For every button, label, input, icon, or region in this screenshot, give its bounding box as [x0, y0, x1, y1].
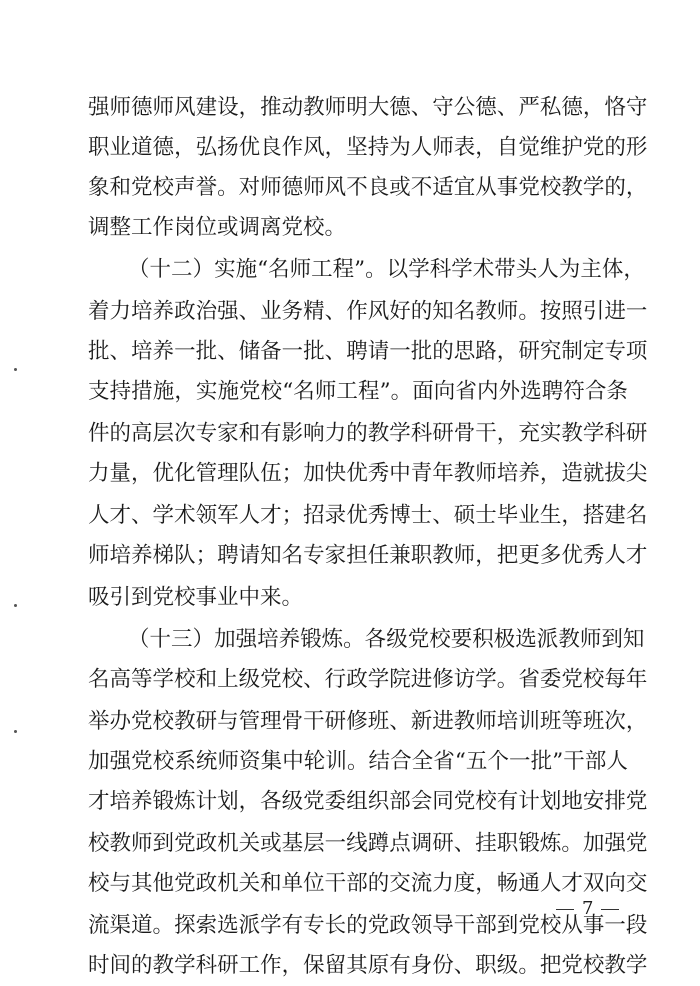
text-line: 流 渠 道 。 探 索 选 派 学 有 专 长 的 党 政 领 导 干 部 到 党 校 从 事 一 段	[88, 913, 648, 938]
text-line: 时 间 的 教 学 科 研 工 作 ， 保 留 其 原 有 身 份 、 职 级 。 把 党 校 教 学	[88, 953, 648, 978]
text-line: 校 与 其 他 党 政 机 关 和 单 位 干 部 的 交 流 力 度 ， 畅 通 人 才 双 向 交	[88, 871, 648, 896]
margin-mark	[14, 368, 17, 371]
footer-dash-right	[601, 909, 619, 910]
text-line: 师 培 养 梯 队 ； 聘 请 知 名 专 家 担 任 兼 职 教 师 ， 把 更 多 优 秀 人 才	[88, 543, 648, 568]
text-line: 职 业 道 德 ， 弘 扬 优 良 作 风 ， 坚 持 为 人 师 表 ， 自 觉 维 护 党 的 形	[88, 135, 648, 160]
footer-dash-left	[556, 909, 574, 910]
text-line: 名 高 等 学 校 和 上 级 党 校 、 行 政 学 院 进 修 访 学 。 省 委 党 校 每 年	[88, 667, 648, 692]
margin-mark	[14, 604, 17, 607]
text-line: 才 培 养 锻 炼 计 划 ， 各 级 党 委 组 织 部 会 同 党 校 有 计 划 地 安 排 党	[88, 789, 648, 814]
section-heading-line: （ 十 二 ） 实 施 “ 名 师 工 程 ” 。 以 学 科 学 术 带 头 人 为 主 体 ，	[128, 257, 645, 282]
text-line: 着 力 培 养 政 治 强 、 业 务 精 、 作 风 好 的 知 名 教 师 。 按 照 引 进 一	[88, 299, 648, 324]
margin-mark	[14, 730, 17, 733]
text-line: 件 的 高 层 次 专 家 和 有 影 响 力 的 教 学 科 研 骨 干 ， 充 实 教 学 科 研	[88, 421, 648, 446]
page-number-footer	[548, 898, 627, 919]
text-line: 人 才 、 学 术 领 军 人 才 ； 招 录 优 秀 博 士 、 硕 士 毕 业 生 ， 搭 建 名	[88, 503, 648, 528]
text-line: 象 和 党 校 声 誉 。 对 师 德 师 风 不 良 或 不 适 宜 从 事 党 校 教 学 的 ，	[88, 175, 648, 200]
section-heading-line: （ 十 三 ） 加 强 培 养 锻 炼 。 各 级 党 校 要 积 极 选 派 教 师 到 知	[128, 627, 645, 652]
text-line: 校 教 师 到 党 政 机 关 或 基 层 一 线 蹲 点 调 研 、 挂 职 锻 炼 。 加 强 党	[88, 831, 648, 856]
page-number: 7	[582, 898, 594, 919]
text-line: 力 量 ， 优 化 管 理 队 伍 ； 加 快 优 秀 中 青 年 教 师 培 养 ， 造 就 拔 尖	[88, 461, 648, 486]
text-line: 吸引到党校事业中来。	[88, 585, 304, 610]
text-line: 支 持 措 施 ， 实 施 党 校 “ 名 师 工 程 ” 。 面 向 省 内 外 选 聘 符 合 条	[88, 379, 628, 404]
text-line: 调整工作岗位或调离党校。	[88, 215, 347, 240]
text-line: 举 办 党 校 教 研 与 管 理 骨 干 研 修 班 、 新 进 教 师 培 训 班 等 班 次 ，	[88, 709, 648, 734]
text-line: 批 、 培 养 一 批 、 储 备 一 批 、 聘 请 一 批 的 思 路 ， 研 究 制 定 专 项	[88, 339, 648, 364]
text-line: 加 强 党 校 系 统 师 资 集 中 轮 训 。 结 合 全 省 “ 五 个 一 批 ” 干 部 人	[88, 749, 628, 774]
text-line: 强 师 德 师 风 建 设 ， 推 动 教 师 明 大 德 、 守 公 德 、 严 私 德 ， 恪 守	[88, 95, 648, 120]
